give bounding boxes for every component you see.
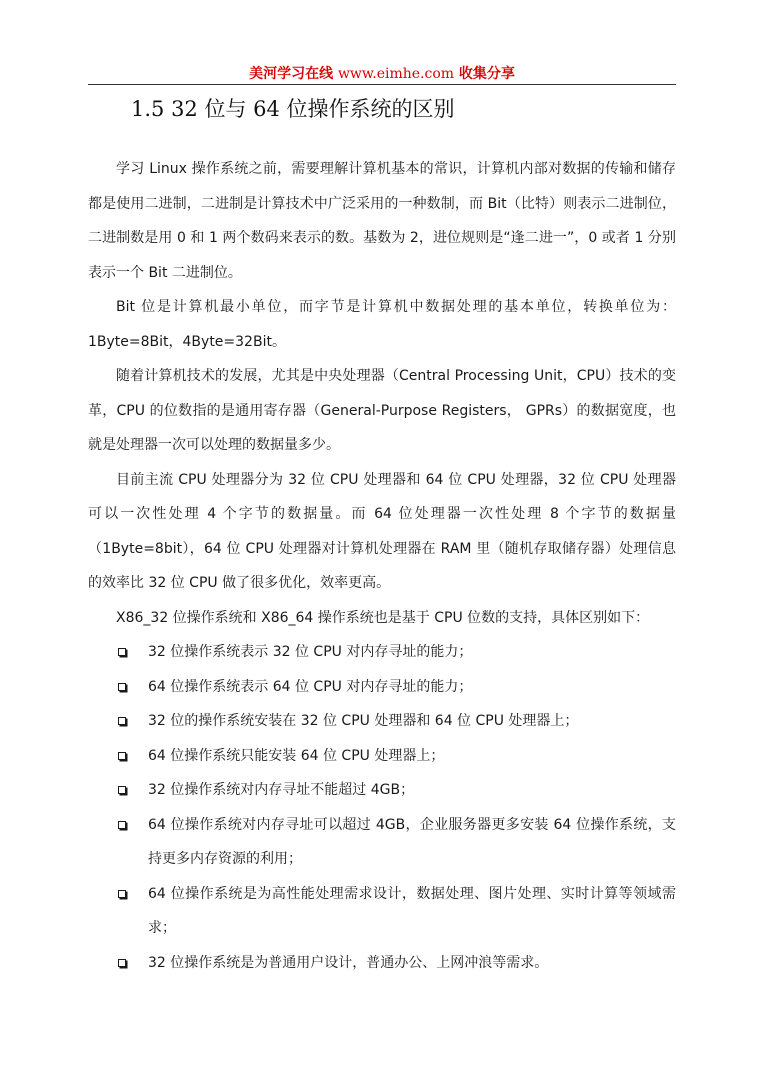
list-item-text: 32 位操作系统是为普通用户设计，普通办公、上网冲浪等需求。	[148, 954, 549, 971]
checkbox-square-icon	[118, 786, 126, 794]
list-item	[88, 808, 676, 877]
list-item	[88, 877, 676, 946]
checkbox-square-icon	[118, 752, 126, 760]
checkbox-square-icon	[118, 683, 126, 691]
list-item-text: 32 位操作系统对内存寻址不能超过 4GB；	[148, 782, 415, 798]
page-header	[88, 63, 676, 83]
list-item-text: 64 位操作系统表示 64 位 CPU 对内存寻址的能力；	[148, 678, 473, 695]
list-item-text: 32 位的操作系统安装在 32 位 CPU 处理器和 64 位 CPU 处理器上；	[148, 713, 579, 729]
section-title: 1.5 32 位与 64 位操作系统的区别	[131, 97, 455, 121]
list-item	[88, 946, 676, 981]
paragraph-bit-byte: Bit 位是计算机最小单位，而字节是计算机中数据处理的基本单位，转换单位为：1Byte=8Bit，4Byte=32Bit。	[88, 299, 676, 350]
paragraph-32-vs-64-cpu: 目前主流 CPU 处理器分为 32 位 CPU 处理器和 64 位 CPU 处理器，32 位 CPU 处理器可以一次性处理 4 个字节的数据量。而 64 位处理器一次性处理 8 个字节的数据量（1Byte=8bit），64 位 CPU 处理器对计算机处理器在 RAM 里（随机存取储存器）处理信息的效率比 32 位 CPU 做了很多优化，效率更高。	[88, 471, 676, 591]
list-item-text: 64 位操作系统对内存寻址可以超过 4GB，企业服务器更多安装 64 位操作系统，支持更多内存资源的利用；	[148, 816, 676, 867]
list-item-text: 64 位操作系统是为高性能处理需求设计，数据处理、图片处理、实时计算等领域需求；	[148, 885, 676, 936]
header-divider	[88, 84, 676, 85]
checkbox-square-icon	[118, 717, 126, 725]
paragraph-binary-basics: 学习 Linux 操作系统之前，需要理解计算机基本的常识，计算机内部对数据的传输和储存都是使用二进制，二进制是计算技术中广泛采用的一种数制，而 Bit（比特）则表示二进制位，二进制数是用 0 和 1 两个数码来表示的数。基数为 2，进位规则是“逢二进一”，0 或者 1 分别表示一个 Bit 二进制位。	[88, 161, 676, 281]
list-item	[88, 704, 676, 739]
list-item	[88, 739, 676, 774]
list-item-text: 64 位操作系统只能安装 64 位 CPU 处理器上；	[148, 747, 445, 764]
checkbox-square-icon	[118, 648, 126, 656]
site-url[interactable]: www.eimhe.com	[337, 66, 455, 82]
checkbox-square-icon	[118, 821, 126, 829]
list-item-text: 32 位操作系统表示 32 位 CPU 对内存寻址的能力；	[148, 644, 473, 660]
list-item	[88, 670, 676, 705]
document-body	[88, 152, 676, 980]
difference-list	[88, 635, 676, 980]
checkbox-square-icon	[118, 890, 126, 898]
list-item	[88, 635, 676, 670]
list-item	[88, 773, 676, 808]
header-tagline: 收集分享	[458, 66, 515, 82]
site-name: 美河学习在线	[249, 66, 334, 82]
paragraph-cpu-bits: 随着计算机技术的发展，尤其是中央处理器（Central Processing Unit，CPU）技术的变革，CPU 的位数指的是通用寄存器（General-Purpose Registers， GPRs）的数据宽度，也就是处理器一次可以处理的数据量多少。	[88, 368, 676, 453]
checkbox-square-icon	[118, 959, 126, 967]
paragraph-os-intro: X86_32 位操作系统和 X86_64 操作系统也是基于 CPU 位数的支持，具体区别如下：	[116, 609, 650, 626]
